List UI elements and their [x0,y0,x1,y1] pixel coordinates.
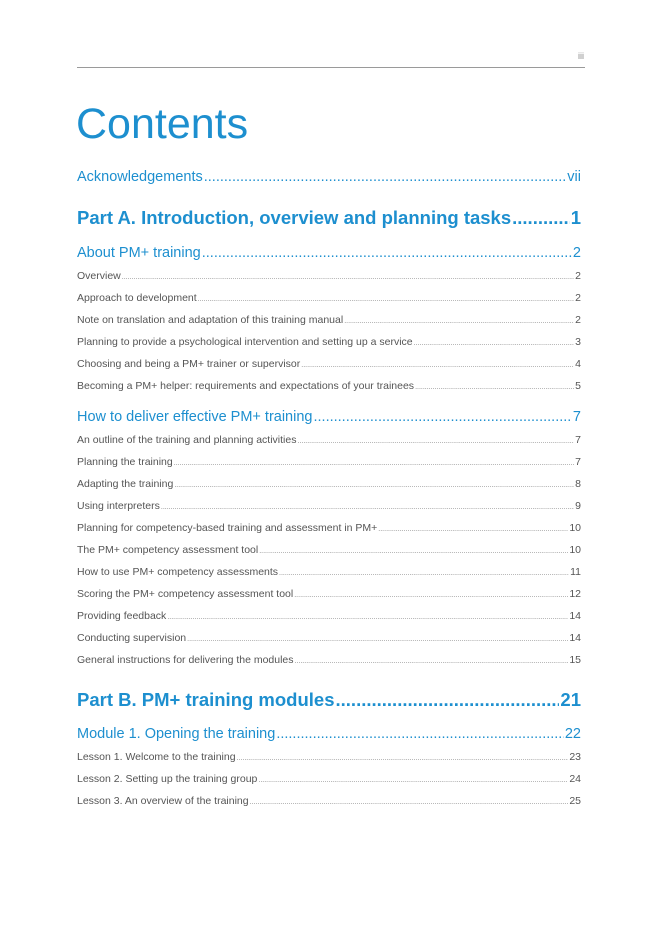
toc-page-number: 7 [572,409,581,425]
dot-leader [276,724,564,744]
dot-leader [202,243,572,263]
toc-entry-label: Overview [77,270,121,282]
toc-item[interactable] [77,771,581,787]
page-number: iii [578,51,584,61]
toc-entry-label: The PM+ competency assessment tool [77,544,259,556]
dot-leader [301,358,574,372]
toc-page-number: 2 [575,314,581,326]
dot-leader [378,522,568,536]
toc-part-b[interactable] [77,687,581,713]
toc-page-number: 2 [575,292,581,304]
toc-item[interactable] [77,378,581,394]
toc-page-number: 10 [569,522,581,534]
dot-leader [174,456,574,470]
toc-page-number: 4 [575,358,581,370]
toc-entry-label: Adapting the training [77,478,174,490]
toc-item[interactable] [77,520,581,536]
dot-leader [297,434,574,448]
toc-entry-label: Using interpreters [77,500,160,512]
toc-page-number: 11 [570,566,581,578]
toc-page-number: 3 [575,336,581,348]
toc-page-number: 21 [560,689,581,710]
toc-page-number: 24 [569,773,581,785]
header-rule [77,67,585,68]
dot-leader [250,795,569,809]
toc-entry-label: An outline of the training and planning activities [77,434,297,446]
toc-page-number: 2 [572,245,581,261]
toc-page-number: 1 [570,207,581,228]
toc-item[interactable] [77,334,581,350]
toc-page-number: 10 [569,544,581,556]
toc-page-number: 25 [569,795,581,807]
toc-entry-label: Planning the training [77,456,173,468]
dot-leader [344,314,574,328]
toc-section-deliver[interactable] [77,407,581,427]
dot-leader [415,380,574,394]
toc-entry-label: Becoming a PM+ helper: requirements and expectations of your trainees [77,380,415,392]
toc-page-number: 7 [575,456,581,468]
toc-page-number: 7 [575,434,581,446]
toc-page-number: 15 [569,654,581,666]
toc-part-a[interactable] [77,205,581,231]
dot-leader [187,632,568,646]
toc-section-module-1[interactable] [77,724,581,744]
toc-entry-label: Conducting supervision [77,632,187,644]
dot-leader [258,773,568,787]
toc-entry-label: Note on translation and adaptation of this training manual [77,314,344,326]
toc-item[interactable] [77,268,581,284]
toc-section-about[interactable] [77,243,581,263]
toc-entry-label: Lesson 3. An overview of the training [77,795,249,807]
dot-leader [259,544,568,558]
toc-item[interactable] [77,476,581,492]
dot-leader [204,167,567,187]
toc-page-number: 23 [569,751,581,763]
toc-item[interactable] [77,630,581,646]
toc-entry-label: Lesson 2. Setting up the training group [77,773,258,785]
toc-page-number: 12 [569,588,581,600]
dot-leader [294,588,568,602]
toc-item[interactable] [77,652,581,668]
toc-item[interactable] [77,356,581,372]
toc-entry-label: Acknowledgements [77,169,203,185]
toc-entry-label: Choosing and being a PM+ trainer or supervisor [77,358,301,370]
toc-item[interactable] [77,454,581,470]
dot-leader [313,407,571,427]
toc-entry-label: Approach to development [77,292,197,304]
dot-leader [414,336,575,350]
toc-page-number: 14 [569,632,581,644]
toc-page-number: 14 [569,610,581,622]
dot-leader [336,687,560,713]
toc-item[interactable] [77,608,581,624]
toc-entry-label: Part A. Introduction, overview and planning tasks [77,207,512,228]
toc-acknowledgements[interactable] [77,167,581,187]
toc-item[interactable] [77,542,581,558]
dot-leader [167,610,568,624]
toc-entry-label: Lesson 1. Welcome to the training [77,751,236,763]
dot-leader [279,566,569,580]
toc-entry-label: Module 1. Opening the training [77,726,276,742]
toc-item[interactable] [77,498,581,514]
dot-leader [122,270,574,284]
toc-item[interactable] [77,290,581,306]
dot-leader [237,751,569,765]
toc-entry-label: How to deliver effective PM+ training [77,409,313,425]
dot-leader [295,654,569,668]
toc-entry-label: Scoring the PM+ competency assessment tool [77,588,294,600]
toc-entry-label: General instructions for delivering the modules [77,654,294,666]
toc-page-number: 9 [575,500,581,512]
dot-leader [198,292,574,306]
toc-item[interactable] [77,749,581,765]
toc-item[interactable] [77,312,581,328]
toc-page-number: 2 [575,270,581,282]
toc-page-number: vii [567,169,581,185]
toc-item[interactable] [77,432,581,448]
dot-leader [512,205,570,231]
page-title: Contents [76,100,249,148]
toc-entry-label: Providing feedback [77,610,167,622]
toc-page-number: 22 [564,726,581,742]
toc-page-number: 5 [575,380,581,392]
toc-entry-label: Planning for competency-based training and assessment in PM+ [77,522,378,534]
toc-item[interactable] [77,586,581,602]
toc-entry-label: How to use PM+ competency assessments [77,566,279,578]
dot-leader [174,478,574,492]
toc-entry-label: Planning to provide a psychological intervention and setting up a service [77,336,413,348]
dot-leader [161,500,574,514]
toc-item[interactable] [77,793,581,809]
toc-entry-label: About PM+ training [77,245,201,261]
toc-entry-label: Part B. PM+ training modules [77,689,335,710]
toc-item[interactable] [77,564,581,580]
toc-page-number: 8 [575,478,581,490]
